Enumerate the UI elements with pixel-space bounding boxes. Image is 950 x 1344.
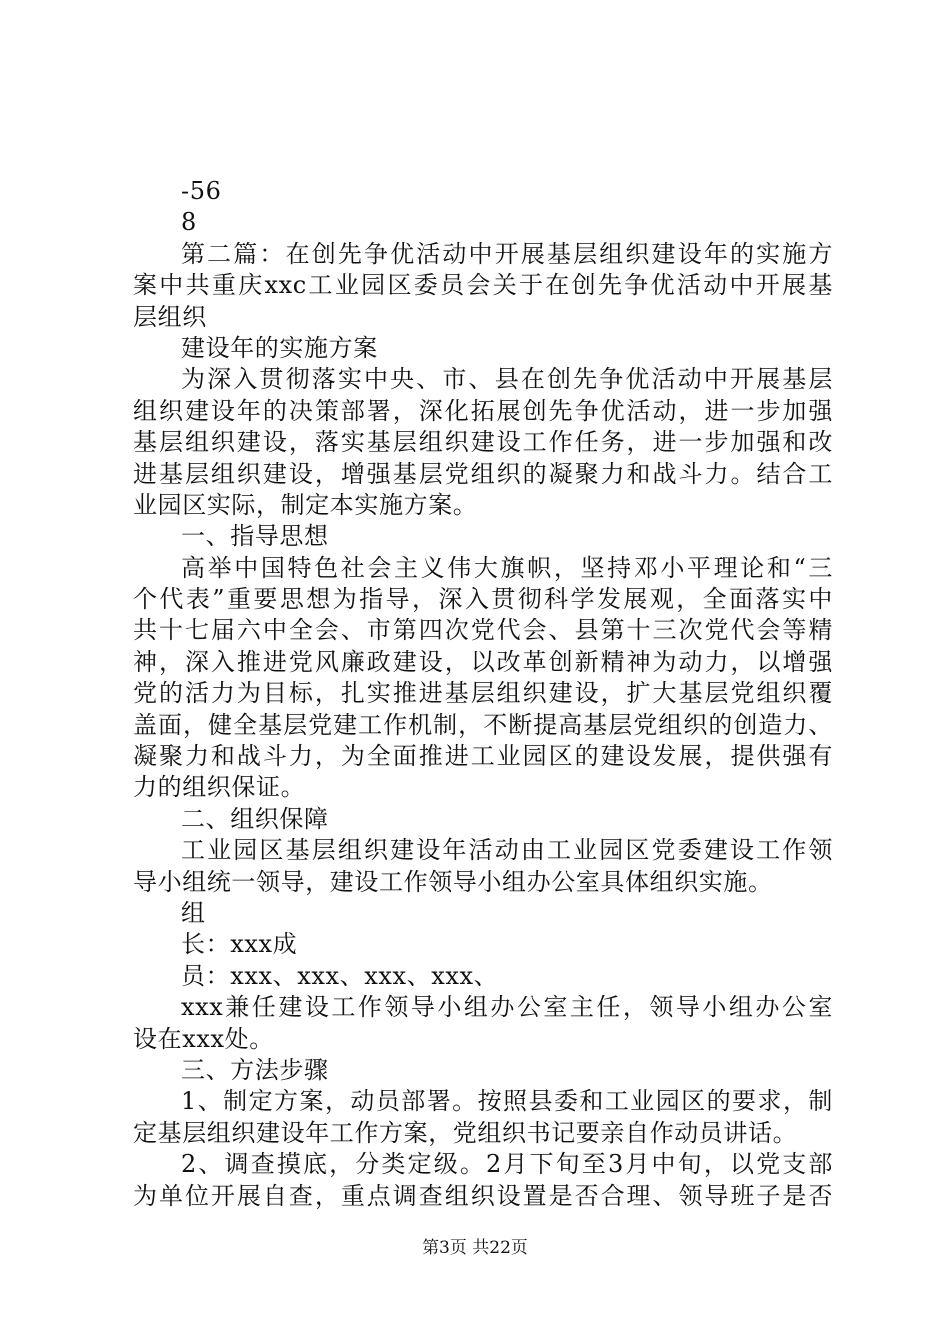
subheading: 一、指导思想 (181, 522, 329, 551)
section-heading: 第二篇：在创先争优活动中开展基层组织建设年的实施方 (181, 239, 833, 268)
paragraph-line: 定基层组织建设年工作方案，党组织书记要亲自作动员讲话。 (133, 1118, 798, 1147)
paragraph-line: 为单位开展自查，重点调查组织设置是否合理、领导班子是否 (133, 1181, 833, 1210)
subheading: 二、组织保障 (181, 804, 329, 833)
paragraph-line: 1、制定方案，动员部署。按照县委和工业园区的要求，制 (181, 1087, 833, 1116)
paragraph-line: 力的组织保证。 (133, 773, 306, 802)
paragraph-line: 基层组织建设，落实基层组织建设工作任务，进一步加强和改 (133, 428, 833, 457)
subheading: 三、方法步骤 (181, 1055, 329, 1084)
paragraph-line: 工业园区基层组织建设年活动由工业园区党委建设工作领 (181, 836, 833, 865)
paragraph-line: 员：xxx、xxx、xxx、xxx、 (181, 961, 499, 990)
paragraph-line: 为深入贯彻落实中央、市、县在创先争优活动中开展基层 (181, 365, 833, 394)
section-heading: 建设年的实施方案 (181, 333, 378, 362)
text-line: 8 (181, 208, 197, 237)
paragraph-line: 组 (181, 898, 206, 927)
paragraph-line: 凝聚力和战斗力，为全面推进工业园区的建设发展，提供强有 (133, 742, 833, 771)
paragraph-line: xxx兼任建设工作领导小组办公室主任，领导小组办公室 (181, 993, 833, 1022)
paragraph-line: 党的活力为目标，扎实推进基层组织建设，扩大基层党组织覆 (133, 679, 833, 708)
paragraph-line: 共十七届六中全会、市第四次党代会、县第十三次党代会等精 (133, 616, 833, 645)
paragraph-line: 高举中国特色社会主义伟大旗帜，坚持邓小平理论和“三 (181, 553, 833, 582)
paragraph-line: 组织建设年的决策部署，深化拓展创先争优活动，进一步加强 (133, 396, 833, 425)
paragraph-line: 长：xxx成 (181, 930, 298, 959)
paragraph-line: 盖面，健全基层党建工作机制，不断提高基层党组织的创造力、 (133, 710, 833, 739)
paragraph-line: 业园区实际，制定本实施方案。 (133, 490, 478, 519)
document-body (133, 176, 833, 1212)
paragraph-line: 设在xxx处。 (133, 1024, 274, 1053)
paragraph-line: 导小组统一领导，建设工作领导小组办公室具体组织实施。 (133, 867, 773, 896)
paragraph-line: 进基层组织建设，增强基层党组织的凝聚力和战斗力。结合工 (133, 459, 833, 488)
section-heading: 层组织 (133, 302, 207, 331)
section-heading: 案中共重庆xxc工业园区委员会关于在创先争优活动中开展基 (133, 271, 833, 300)
paragraph-line: 神，深入推进党风廉政建设，以改革创新精神为动力，以增强 (133, 647, 833, 676)
paragraph-line: 个代表”重要思想为指导，深入贯彻科学发展观，全面落实中 (133, 585, 833, 614)
text-line: -56 (181, 177, 222, 205)
page-number-footer: 第3页 共22页 (422, 1238, 528, 1258)
paragraph-line: 2、调查摸底，分类定级。2月下旬至3月中旬，以党支部 (181, 1150, 833, 1179)
